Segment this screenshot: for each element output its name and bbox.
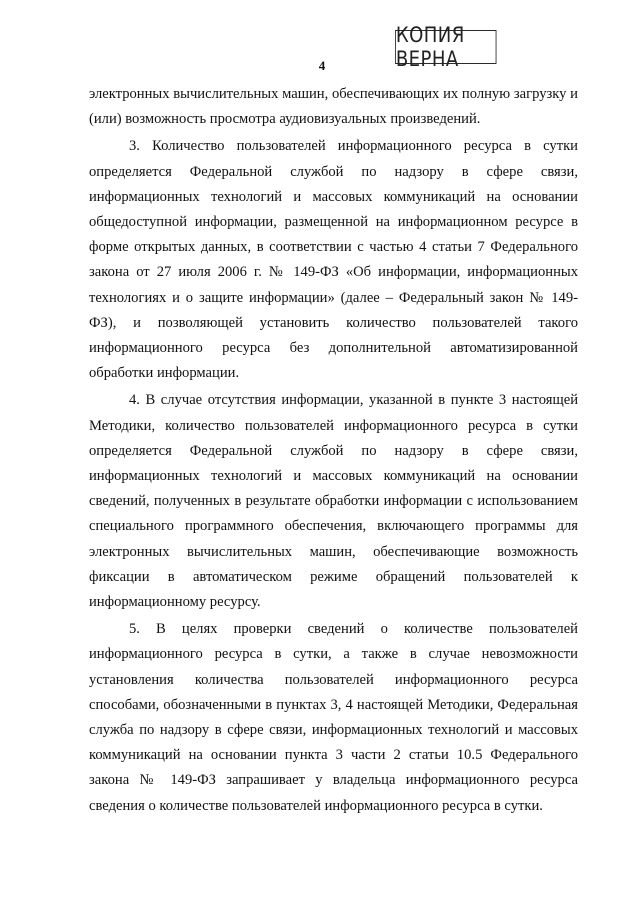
document-body	[89, 82, 578, 819]
page-number: 4	[318, 58, 326, 73]
paragraph-item-5: 5. В целях проверки сведений о количестве пользователей информационного ресурса в сутки, а также в случае невозможности установления количества пользователей информационного ресурса способами, обозначенными в пунктах 3, 4 настоящей Методики, Федеральная служба по надзору в сфере связи, информационных технологий и массовых коммуникаций на основании пункта 3 части 2 статьи 10.5 Федерального закона № 149-ФЗ запрашивает у владельца информационного ресурса сведения о количестве пользователей информационного ресурса в сутки.	[89, 621, 578, 814]
copy-certified-stamp: КОПИЯ ВЕРНА	[395, 30, 496, 64]
paragraph-item-3: 3. Количество пользователей информационного ресурса в сутки определяется Федеральной службой по надзору в сфере связи, информационных технологий и массовых коммуникаций на основании общедоступной информации, размещенной на информационном ресурсе в форме открытых данных, в соответствии с частью 4 статьи 7 Федерального закона от 27 июля 2006 г. № 149-ФЗ «Об информации, информационных технологиях и о защите информации» (далее – Федеральный закон № 149-ФЗ), и позволяющей установить количество пользователей такого информационного ресурса без дополнительной автоматизированной обработки информации.	[89, 138, 578, 382]
paragraph-item-4: 4. В случае отсутствия информации, указанной в пункте 3 настоящей Методики, количество пользователей информационного ресурса в сутки определяется Федеральной службой по надзору в сфере связи, информационных технологий и массовых коммуникаций на основании сведений, полученных в результате обработки информации с использованием специального программного обеспечения, включающего программы для электронных вычислительных машин, обеспечивающие возможность фиксации в автоматическом режиме обращений пользователей к информационному ресурсу.	[89, 392, 578, 611]
paragraph-continuation: электронных вычислительных машин, обеспечивающих их полную загрузку и (или) возможность просмотра аудиовизуальных произведений.	[89, 86, 578, 128]
